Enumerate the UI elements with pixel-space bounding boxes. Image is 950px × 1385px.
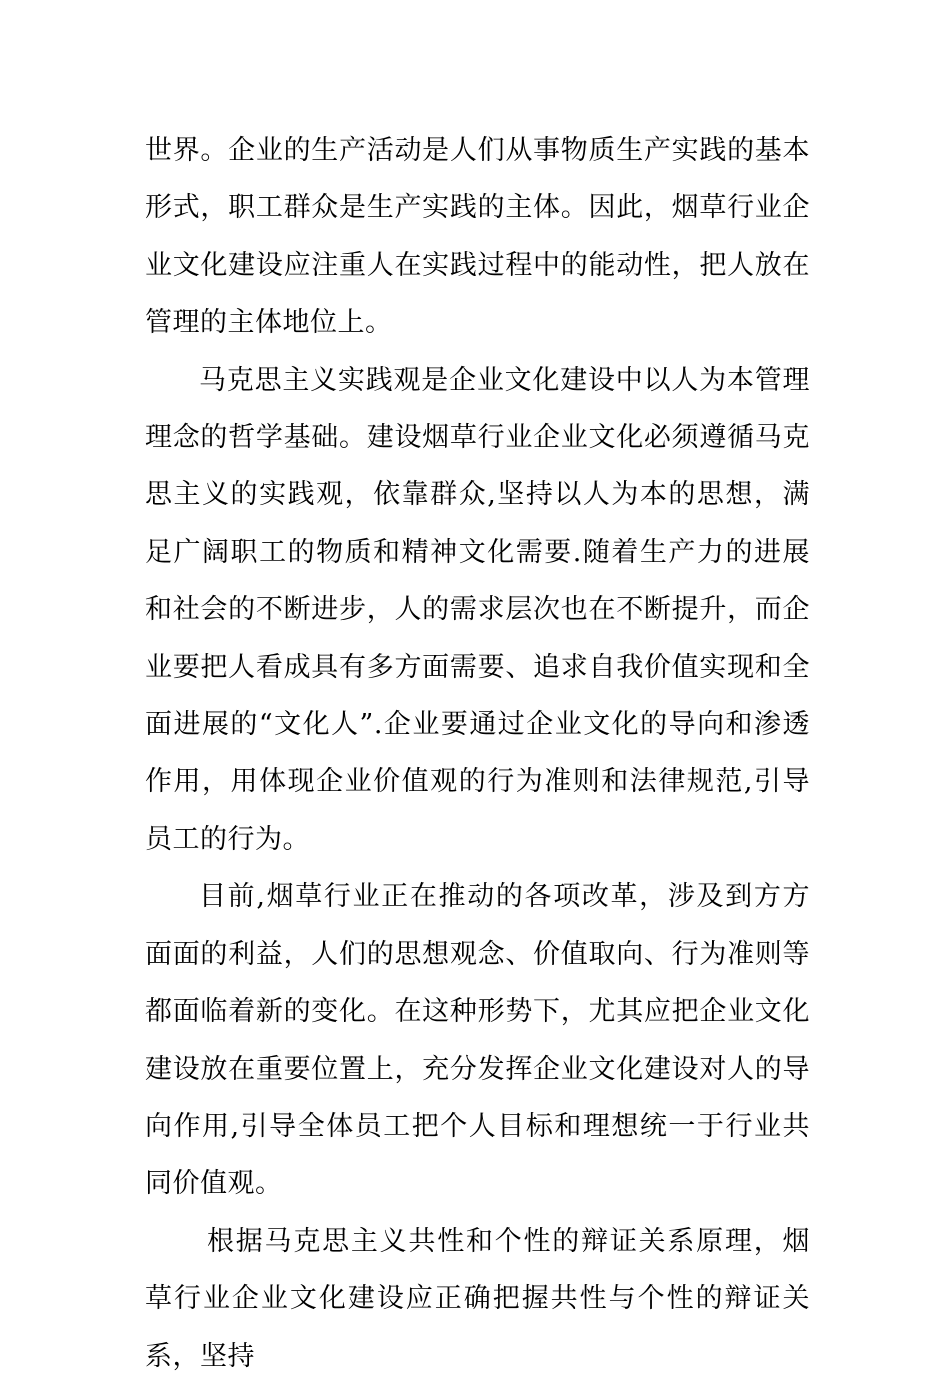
paragraph-continuation: 世界。企业的生产活动是人们从事物质生产实践的基本形式，职工群众是生产实践的主体。因此，烟草行业企业文化建设应注重人在实践过程中的能动性，把人放在管理的主体地位上。	[145, 135, 810, 339]
paragraph-commonality-individuality: 根据马克思主义共性和个性的辩证关系原理，烟草行业企业文化建设应正确把握共性与个性的辩证关系，坚持	[145, 1225, 810, 1372]
paragraph-practice-view: 马克思主义实践观是企业文化建设中以人为本管理理念的哲学基础。建设烟草行业企业文化必须遵循马克思主义的实践观，依靠群众,坚持以人为本的思想，满足广阔职工的物质和精神文化需要.随着生产力的进展和社会的不断进步，人的需求层次也在不断提升，而企业要把人看成具有多方面需要、追求自我价值实现和全面进展的“文化人”.企业要通过企业文化的导向和渗透作用，用体现企业价值观的行为准则和法律规范,引导员工的行为。	[145, 364, 810, 855]
paragraph-current-reform: 目前,烟草行业正在推动的各项改革，涉及到方方面面的利益，人们的思想观念、价值取向、行为准则等都面临着新的变化。在这种形势下，尤其应把企业文化建设放在重要位置上，充分发挥企业文化建设对人的导向作用,引导全体员工把个人目标和理想统一于行业共同价值观。	[145, 881, 810, 1200]
body-text	[145, 122, 810, 1385]
